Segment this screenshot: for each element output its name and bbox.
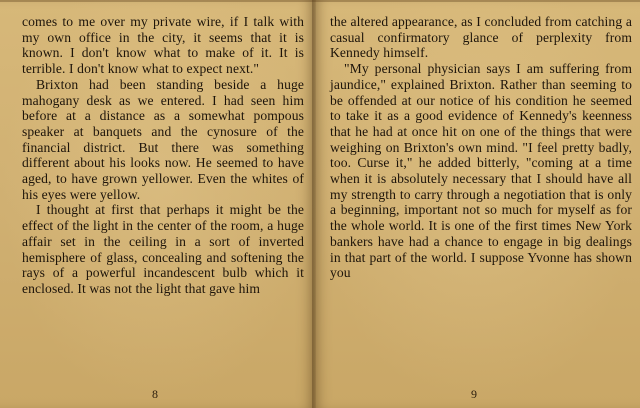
book-gutter [312,0,316,408]
right-page [314,0,640,408]
page-number: 9 [471,387,477,401]
paragraph: comes to me over my private wire, if I talk with my own office in the city, it seems that it is known. I don't know what to make of it. It is terrible. I don't know what to expect next." [22,14,304,77]
page-edge [0,0,640,2]
paragraph: Brixton had been standing beside a huge mahogany desk as we entered. I had seen him before at a distance as a somewhat pompous speaker at banquets and the cynosure of the financial district. But there was something different about his looks now. He seemed to have aged, to have grown yellower. Even the whites of his eyes were yellow. [22,76,304,202]
paragraph: the altered appearance, as I concluded from catching a casual confirmatory glance of perplexity from Kennedy himself. [330,14,632,61]
left-page [0,0,314,408]
paragraph: I thought at first that perhaps it might be the effect of the light in the center of the room, a huge affair set in the ceiling in a sort of inverted hemisphere of glass, concealing and softening the rays of a powerful incandescent bulb which it enclosed. It was not the light that gave him [22,202,304,296]
page-number: 8 [152,387,158,401]
left-page-text [22,14,304,297]
right-page-text [330,14,632,281]
paragraph: "My personal physician says I am suffering from jaundice," explained Brixton. Rather than seeming to be offended at our notice of his condition he seemed to take it as a good evidence of Kennedy's keenness that he had at once hit on one of the things that were weighing on Brixton's own mind. "I feel pretty badly, too. Curse it," he added bitterly, "coming at a time when it is absolutely necessary that I should have all my strength to carry through a negotiation that is only a beginning, important not so much for myself as for the whole world. It is one of the first times New York bankers have had a chance to engage in big dealings in that part of the world. I suppose Yvonne has shown you [330,61,632,281]
